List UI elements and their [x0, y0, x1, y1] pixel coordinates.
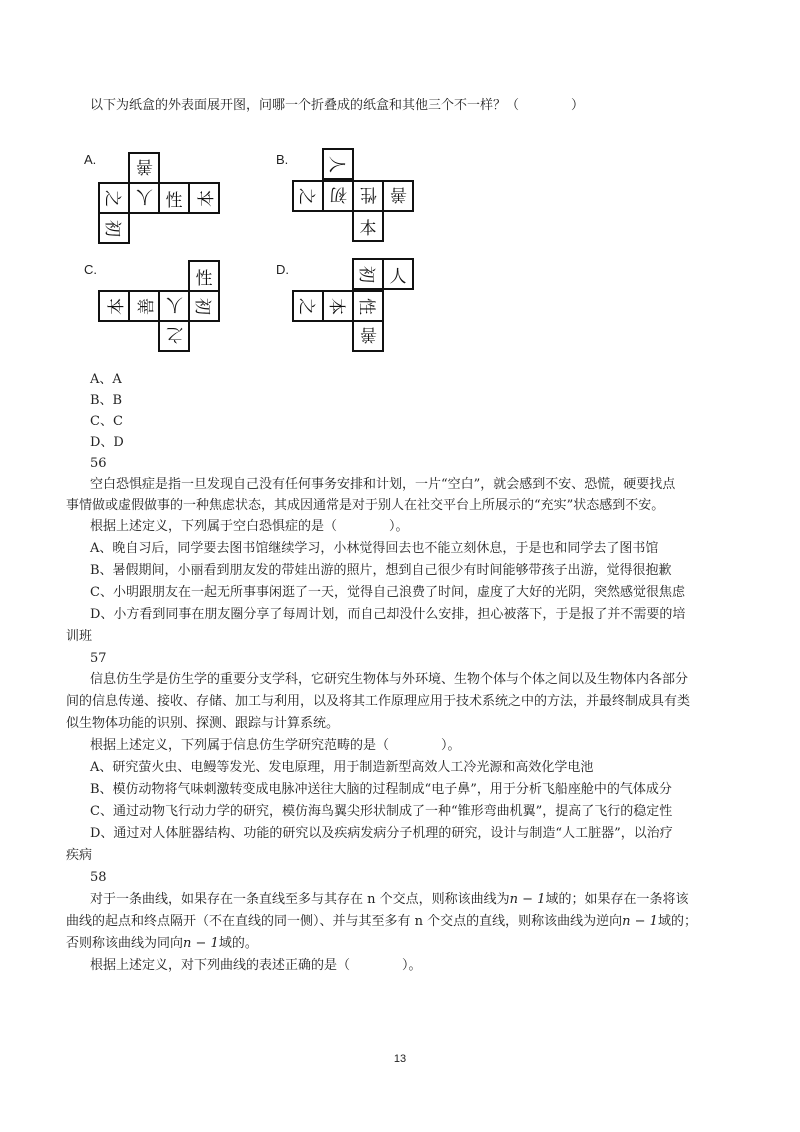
q58-l2-text-b: 域的； [657, 914, 697, 929]
page-number: 13 [393, 1053, 407, 1065]
q56-option-b: B、暑假期间，小丽看到朋友发的带娃出游的照片，想到自己很少有时间能够带孩子出游，觉得很抱歉 [90, 563, 672, 578]
net-c-top-cell: 性 [188, 260, 220, 292]
q57-option-a: A、研究萤火虫、电鳗等发光、发电原理，用于制造新型高效人工冷光源和高效化学电池 [90, 760, 594, 775]
q58-l3-text-a: 否则称该曲线为同向 [66, 936, 184, 951]
q57-option-d-cont: 疾病 [66, 848, 93, 863]
net-d-label: D. [276, 262, 289, 277]
net-b-bottom-cell: 本 [352, 210, 384, 242]
net-b-cell-2: 初 [322, 180, 354, 212]
q57-option-c: C、通过动物飞行动力学的研究，模仿海鸟翼尖形状制成了一种“锥形弯曲机翼”，提高了飞行的稳定性 [90, 804, 673, 819]
q58-para-line-2 [66, 912, 697, 932]
net-a-cell-4: 本 [188, 182, 220, 214]
q56-option-a: A、晚自习后，同学要去图书馆继续学习，小林觉得回去也不能立刻休息，于是也和同学去了图书馆 [90, 541, 659, 556]
q58-l3-text-b: 域的。 [218, 936, 258, 951]
q55-option-c: C、C [90, 414, 123, 429]
net-c-cell-1: 本 [98, 290, 130, 322]
q58-para-line-3 [66, 934, 258, 954]
q55-option-d: D、D [90, 435, 124, 450]
q57-option-d: D、通过对人体脏器结构、功能的研究以及疾病发病分子机理的研究，设计与制造“人工脏器”，以治疗 [90, 826, 673, 841]
net-c-label: C. [84, 262, 97, 277]
net-d-bottom-cell: 善 [352, 320, 384, 352]
net-d-cell-1: 之 [292, 290, 324, 322]
q58-l1-text-b: 域的；如果存在一条将该 [545, 892, 689, 907]
q55-option-a: A、A [90, 372, 122, 387]
q56-para-line-1: 空白恐惧症是指一旦发现自己没有任何事务安排和计划，一片“空白”，就会感到不安、恐慌，硬要找点 [90, 477, 676, 492]
net-b-cell-1: 之 [292, 180, 324, 212]
q58-l3-math: n − 1 [183, 936, 219, 951]
net-c-bottom-cell: 之 [158, 320, 190, 352]
net-b [292, 148, 418, 244]
net-a-label: A. [84, 152, 97, 167]
q56-number: 56 [90, 456, 107, 471]
q55-stem: 以下为纸盒的外表面展开图，问哪一个折叠成的纸盒和其他三个不一样？（ ） [90, 98, 585, 113]
q56-question: 根据上述定义，下列属于空白恐惧症的是（ ）。 [90, 519, 409, 534]
net-a-cell-2: 人 [128, 182, 160, 214]
net-a-cell-3: 性 [158, 182, 190, 214]
net-b-cell-3: 性 [352, 180, 384, 212]
net-d-top-cell-2: 人 [382, 258, 414, 290]
net-d [292, 258, 418, 354]
net-d-cell-2: 本 [322, 290, 354, 322]
q56-option-c: C、小明跟朋友在一起无所事事闲逛了一天，觉得自己浪费了时间，虚度了大好的光阴，突然感觉很焦虑 [90, 585, 685, 600]
q56-para-line-2: 事情做或虚假做事的一种焦虑状态，其成因通常是对于别人在社交平台上所展示的“充实”状态感到不安。 [66, 498, 665, 513]
net-c-cell-3: 人 [158, 290, 190, 322]
q58-l2-text-a: 曲线的起点和终点隔开（不在直线的同一侧）、并与其至多有 n 个交点的直线，则称该曲线为逆向 [66, 914, 623, 929]
net-b-top-cell: 人 [322, 148, 354, 180]
q55-option-b: B、B [90, 393, 123, 408]
net-d-cell-3: 性 [352, 290, 384, 322]
net-c-cell-4: 初 [188, 290, 220, 322]
q58-question: 根据上述定义，对下列曲线的表述正确的是（ ）。 [90, 958, 422, 973]
net-b-label: B. [276, 152, 289, 167]
net-a-cell-1: 之 [98, 182, 130, 214]
q58-number: 58 [90, 870, 107, 885]
net-a [98, 152, 224, 246]
net-a-bottom-cell: 初 [98, 212, 130, 244]
net-d-top-cell-1: 初 [352, 258, 384, 290]
q57-para-line-1: 信息仿生学是仿生学的重要分支学科，它研究生物体与外环境、生物个体与个体之间以及生物体内各部分 [90, 672, 689, 687]
q56-option-d: D、小方看到同事在朋友圈分享了每周计划，而自己却没什么安排，担心被落下，于是报了并不需要的培 [90, 607, 686, 622]
q58-l1-text-a: 对于一条曲线，如果存在一条直线至多与其存在 n 个交点，则称该曲线为 [90, 892, 510, 907]
q57-option-b: B、模仿动物将气味刺激转变成电脉冲送往大脑的过程制成“电子鼻”，用于分析飞船座舱中的气体成分 [90, 782, 672, 797]
q58-l1-math: n − 1 [509, 892, 546, 907]
net-c [98, 260, 224, 354]
q56-option-d-cont: 训班 [66, 629, 93, 644]
q58-l2-math: n − 1 [622, 914, 658, 929]
net-b-cell-4: 善 [382, 180, 414, 212]
q57-number: 57 [90, 651, 107, 666]
q57-para-line-2: 间的信息传递、接收、存储、加工与利用，以及将其工作原理应用于技术系统之中的方法，并最终制成具有类 [66, 694, 691, 709]
net-a-top-cell: 善 [128, 152, 160, 184]
q58-para-line-1 [90, 890, 688, 910]
net-c-cell-2: 善 [128, 290, 160, 322]
q57-para-line-3: 似生物体功能的识别、探测、跟踪与计算系统。 [66, 716, 340, 731]
q57-question: 根据上述定义，下列属于信息仿生学研究范畴的是（ ）。 [90, 738, 461, 753]
